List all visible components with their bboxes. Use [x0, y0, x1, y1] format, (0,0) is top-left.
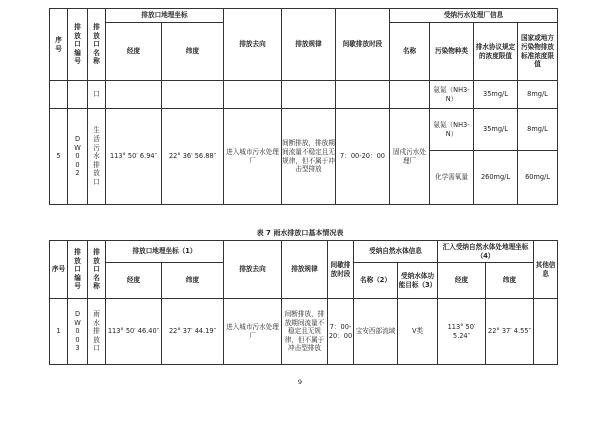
row-pattern: 间断排放，排放期间流量不稳定且无规律，但不属于冲击型排放 — [282, 299, 328, 365]
header-c-latitude: 纬度 — [486, 263, 534, 299]
carry-standard: 8mg/L — [518, 81, 558, 109]
row-water-name: 宝安西部流域 — [354, 299, 398, 365]
header-pollutant: 污染物种类 — [430, 23, 474, 81]
row-latitude: 22° 36′ 56.88″ — [162, 109, 224, 205]
row-other — [534, 299, 558, 365]
row-function: V类 — [398, 299, 438, 365]
header-outlet-name: 排放口名称 — [88, 241, 106, 299]
outlet-table-6 — [49, 8, 558, 205]
table-row — [50, 81, 558, 109]
row-intermittent: 7：00-20：00 — [336, 109, 390, 205]
header-plant-name: 名称 — [390, 23, 430, 81]
row-standard-1: 8mg/L — [518, 109, 558, 151]
header-latitude: 纬度 — [162, 263, 224, 299]
outlet-name-tail: 口 — [88, 81, 106, 109]
header-seq: 序号 — [50, 9, 68, 81]
header-intermittent: 间歇排放时段 — [328, 241, 354, 299]
header-longitude: 经度 — [106, 263, 162, 299]
table-row — [50, 109, 558, 151]
row-plant-name: 固戍污水处理厂 — [390, 109, 430, 205]
table-caption: 表 7 雨水排放口基本情况表 — [256, 229, 344, 237]
row-c-latitude: 22° 37′ 4.55″ — [486, 299, 534, 365]
header-longitude: 经度 — [106, 23, 162, 81]
header-function: 受纳水体功能目标（3） — [398, 263, 438, 299]
row-agreement-2: 260mg/L — [474, 151, 518, 205]
header-destination: 排放去向 — [224, 9, 282, 81]
header-plant-info: 受纳污水处理厂信息 — [390, 9, 558, 23]
header-water-name: 名称（2） — [354, 263, 398, 299]
row-standard-2: 60mg/L — [518, 151, 558, 205]
header-other: 其他信息 — [534, 241, 558, 299]
row-destination: 进入城市污水处理厂 — [224, 299, 282, 365]
header-intermittent: 间歇排放时段 — [336, 9, 390, 81]
rainwater-outlet-table-7 — [49, 240, 558, 365]
header-outlet-name: 排放口名称 — [88, 9, 106, 81]
row-longitude: 113° 50′ 6.94″ — [106, 109, 162, 205]
row-pollutant-1: 氨氮（NH3-N） — [430, 109, 474, 151]
row-seq: 5 — [50, 109, 68, 205]
header-confluence: 汇入受纳自然水体处地理坐标（4） — [438, 241, 534, 263]
row-longitude: 113° 50′ 46.40″ — [106, 299, 162, 365]
header-water-info: 受纳自然水体信息 — [354, 241, 438, 263]
row-pattern: 间断排放，排放期间流量不稳定且无规律，但不属于冲击型排放 — [282, 109, 336, 205]
row-intermittent: 7：00-20：00 — [328, 299, 354, 365]
header-outlet-id: 排放口编号 — [68, 241, 88, 299]
row-outlet-id: DW002 — [68, 109, 88, 205]
table-row — [50, 299, 558, 365]
header-geo: 排放口地理坐标 — [106, 9, 224, 23]
header-latitude: 纬度 — [162, 23, 224, 81]
carry-pollutant: 氨氮（NH3-N） — [430, 81, 474, 109]
header-geo: 排放口地理坐标（1） — [106, 241, 224, 263]
carry-agreement: 35mg/L — [474, 81, 518, 109]
header-agreement: 排水协议规定的浓度限值 — [474, 23, 518, 81]
row-c-longitude: 113° 50′ 5.24″ — [438, 299, 486, 365]
header-pattern: 排放规律 — [282, 9, 336, 81]
header-seq: 序号 — [50, 241, 68, 299]
row-seq: 1 — [50, 299, 68, 365]
row-pollutant-2: 化学需氧量 — [430, 151, 474, 205]
row-outlet-id: DW003 — [68, 299, 88, 365]
row-outlet-name: 雨水排放口 — [88, 299, 106, 365]
row-destination: 进入城市污水处理厂 — [224, 109, 282, 205]
header-destination: 排放去向 — [224, 241, 282, 299]
header-c-longitude: 经度 — [438, 263, 486, 299]
header-outlet-id: 排放口编号 — [68, 9, 88, 81]
row-agreement-1: 35mg/L — [474, 109, 518, 151]
row-latitude: 22° 37′ 44.19″ — [162, 299, 224, 365]
header-standard: 国家或地方污染物排放标准浓度限值 — [518, 23, 558, 81]
page-number: 9 — [297, 378, 303, 386]
header-pattern: 排放规律 — [282, 241, 328, 299]
row-outlet-name: 生活污水排放口 — [88, 109, 106, 205]
